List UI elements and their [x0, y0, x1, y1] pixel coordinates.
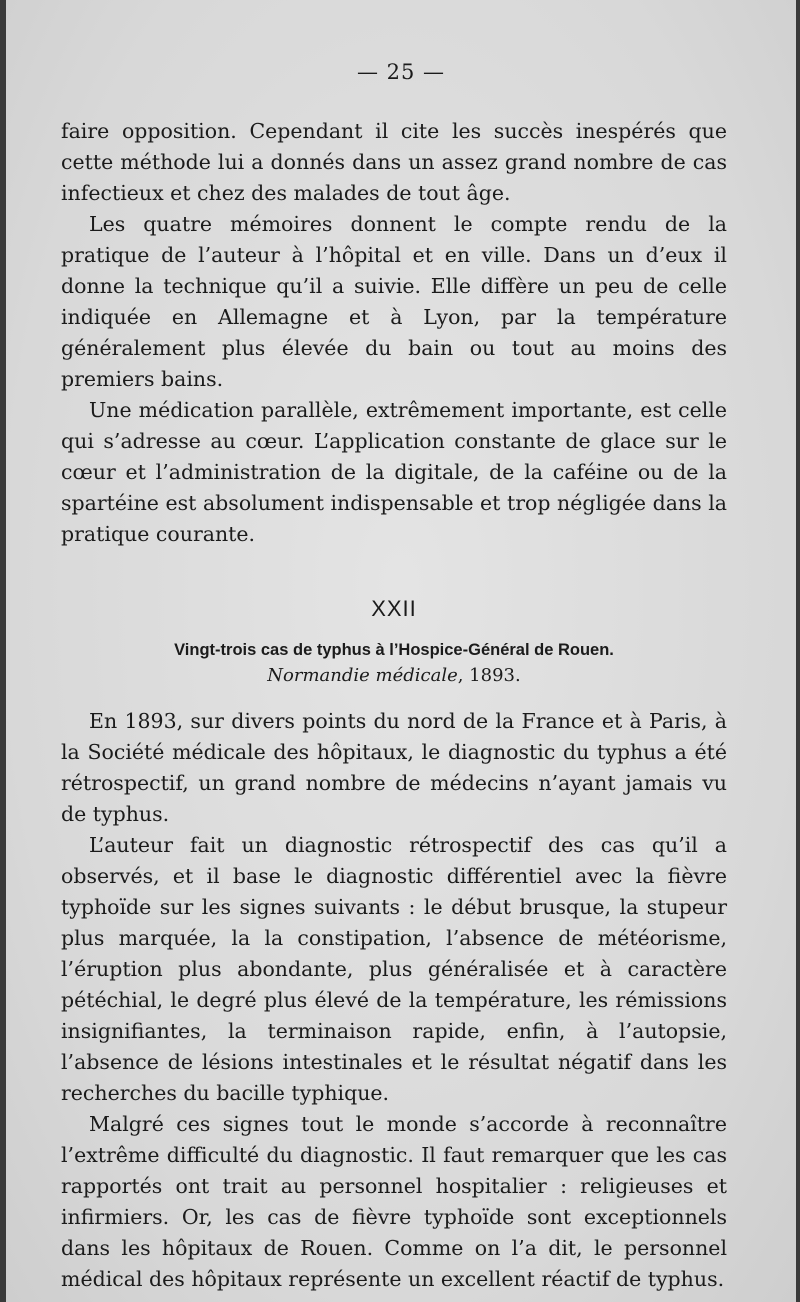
page-number: — 25 —: [356, 60, 446, 84]
article-title: Vingt-trois cas de typhus à l’Hospice-Général de Rouen.: [174, 641, 614, 659]
document-page: [6, 0, 796, 1302]
article-source: [61, 662, 727, 690]
paragraph: Les quatre mémoires donnent le compte rendu de la pratique de l’auteur à l’hôpital et en ville. Dans un d’eux il donne la technique qu’il a suivie. Elle diffère un peu de celle indiquée en Allemagne et à Lyon, par la température généralement plus élevée du bain ou tout au moins des premiers bains.: [61, 212, 727, 391]
paragraph: Une médication parallèle, extrêmement importante, est celle qui s’adresse au cœur. L’application constante de glace sur le cœur et l’administration de la digitale, de la caféine ou de la spartéine est absolument indispensable et trop négligée dans la pratique courante.: [61, 398, 727, 546]
paragraph: En 1893, sur divers points du nord de la France et à Paris, à la Société médicale des hôpitaux, le diagnostic du typhus a été rétrospectif, un grand nombre de médecins n’ayant jamais vu de typhus.: [61, 709, 727, 826]
paragraph: L’auteur fait un diagnostic rétrospectif des cas qu’il a observés, et il base le diagnostic différentiel avec la fièvre typhoïde sur les signes suivants : le début brusque, la stupeur plus marquée, la la constipation, l’absence de météorisme, l’éruption plus abondante, plus généralisée et à caractère pétéchial, le degré plus élevé de la température, les rémissions insignifiantes, la terminaison rapide, enfin, à l’autopsie, l’absence de lésions intestinales et le résultat négatif dans les recherches du bacille typhique.: [61, 833, 727, 1105]
source-year: , 1893.: [457, 665, 521, 686]
paragraph: Malgré ces signes tout le monde s’accorde à reconnaître l’extrême difficulté du diagnostic. Il faut remarquer que les cas rapportés ont trait au personnel hospitalier : religieuses et infirmiers. Or, les cas de fièvre typhoïde sont exceptionnels dans les hôpitaux de Rouen. Comme on l’a dit, le personnel médical des hôpitaux représente un excellent réactif de typhus.: [61, 1112, 727, 1291]
source-journal: Normandie médicale: [267, 665, 458, 686]
section-number: XXII: [371, 596, 417, 621]
paragraph-continuation: faire opposition. Cependant il cite les succès inespérés que cette méthode lui a donnés dans un assez grand nombre de cas infectieux et chez des malades de tout âge.: [61, 119, 727, 205]
page-content: [61, 116, 727, 1295]
